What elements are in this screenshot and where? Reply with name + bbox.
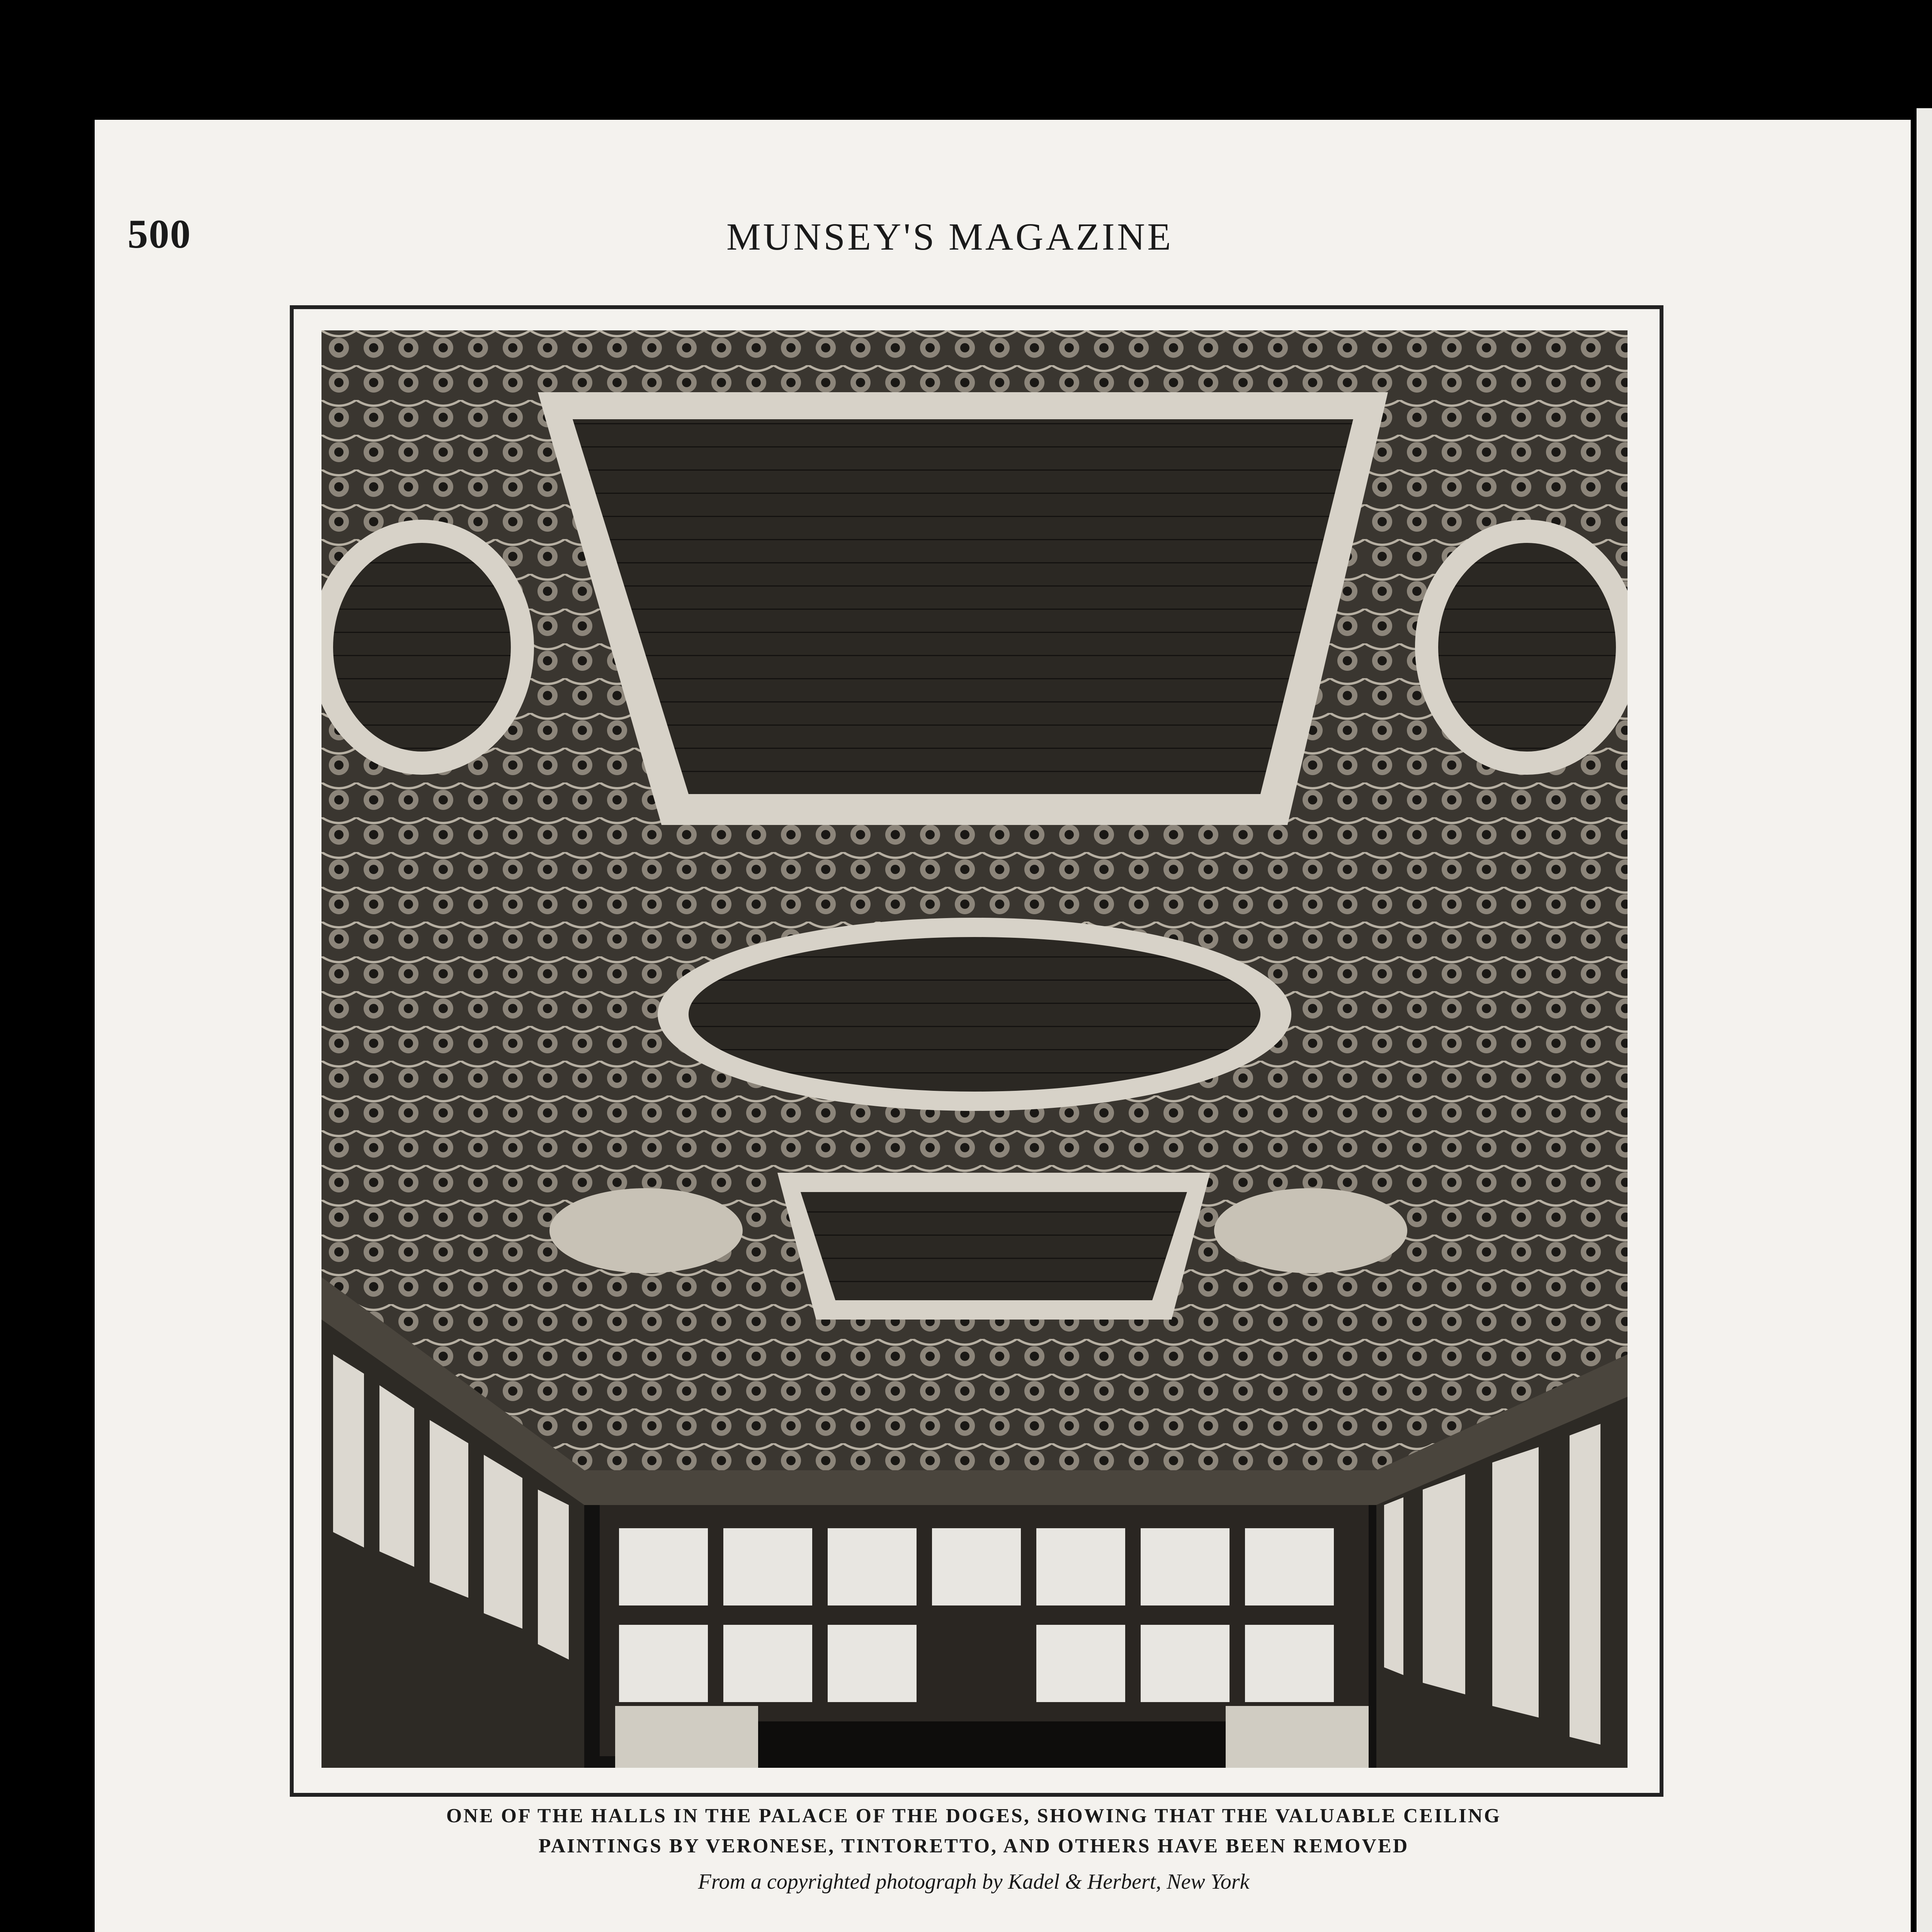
ceiling-photograph-illustration [321,330,1628,1768]
facing-page-edge [1917,108,1932,1932]
photo-caption-line-1: ONE OF THE HALLS IN THE PALACE OF THE DOGES, SHOWING THAT THE VALUABLE CEILING [446,1805,1502,1827]
page-number: 500 [128,211,191,257]
photo-credit: From a copyrighted photograph by Kadel & Herbert, New York [698,1870,1250,1894]
photo-caption-line-2: PAINTINGS BY VERONESE, TINTORETTO, AND OTHERS HAVE BEEN REMOVED [538,1835,1409,1857]
running-head: MUNSEY'S MAGAZINE [726,215,1173,258]
ceiling-photograph [321,330,1628,1768]
